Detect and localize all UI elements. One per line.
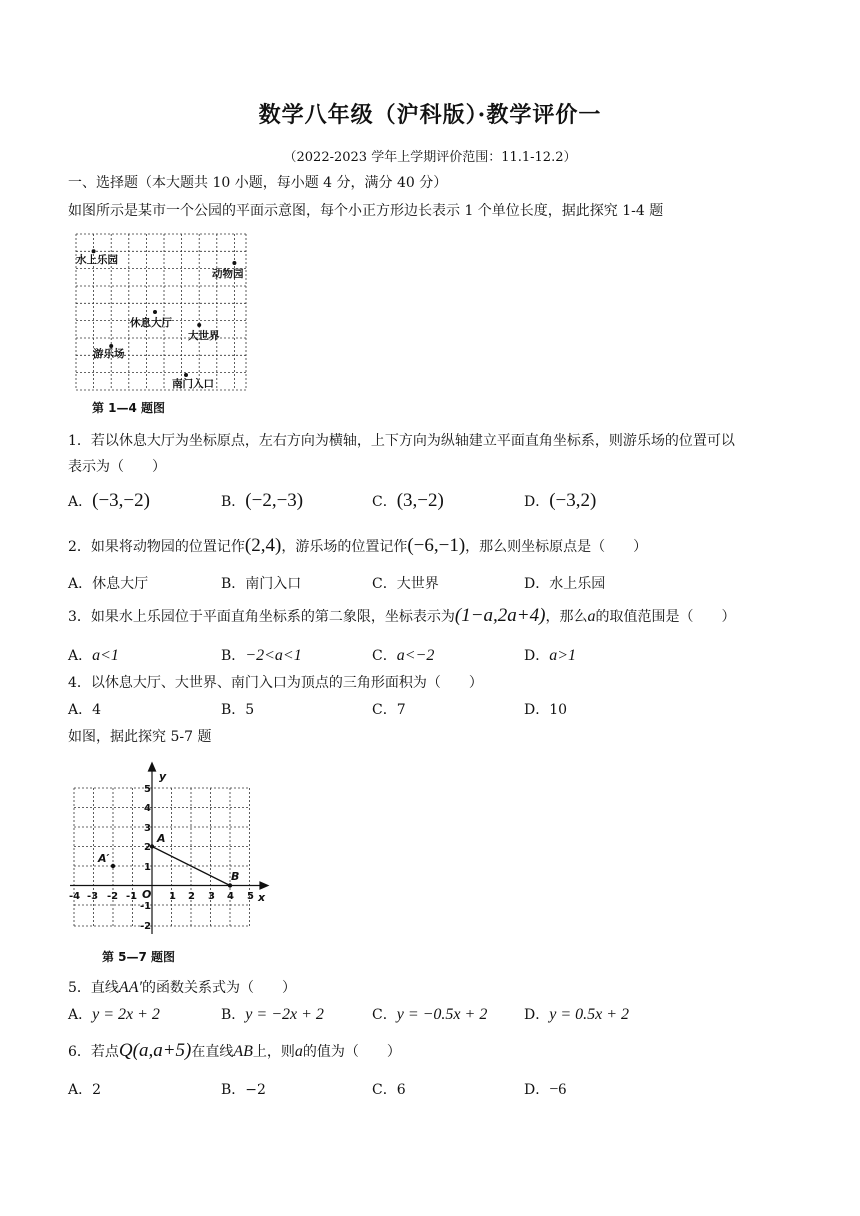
lobby-dot: [153, 310, 157, 314]
x-axis-label: x: [258, 891, 266, 904]
q2-option-c[interactable]: C．大世界: [372, 576, 439, 592]
y-tick: 1: [144, 862, 151, 873]
q6-stem: [68, 1040, 401, 1062]
q1-d-label: D．: [524, 494, 550, 510]
y-tick: -2: [140, 921, 152, 932]
q6-stem-a: 6．若点: [68, 1044, 119, 1060]
q5-stem-a: 5．直线: [68, 980, 119, 996]
q2-stem: [68, 535, 647, 557]
q2-stem-c: ，那么则坐标原点是（ ）: [465, 539, 648, 555]
q6-d-value: −6: [549, 1081, 567, 1098]
point-a-prime: [111, 864, 115, 868]
q2-option-d[interactable]: D．水上乐园: [524, 576, 606, 592]
q1-a-value: (−3,−2): [92, 490, 150, 511]
q6-math-a: Q(a,a+5): [118, 1040, 192, 1061]
q2-option-b[interactable]: B．南门入口: [221, 576, 302, 592]
coordinate-grid: [68, 758, 280, 958]
q1-option-b[interactable]: [221, 490, 303, 512]
figure2-caption: 第 5—7 题图: [102, 950, 176, 964]
point-a-prime-label: A′: [98, 852, 110, 865]
point-b-label: B: [231, 870, 240, 883]
label-water-park: 水上乐园: [76, 254, 118, 266]
intro-1-4: 如图所示是某市一个公园的平面示意图，每个小正方形边长表示 1 个单位长度，据此探究 1-4 题: [68, 203, 664, 219]
q5-math: AA′: [118, 979, 142, 996]
q3-option-b[interactable]: [221, 645, 302, 665]
origin-label: O: [142, 888, 152, 901]
y-axis-label: y: [159, 770, 167, 783]
q1-stem-line2: 表示为（ ）: [68, 459, 166, 475]
q2-math-a: (2,4): [244, 535, 282, 556]
q3-math-a: (1−a,2a+4): [454, 605, 546, 626]
x-tick: -1: [126, 891, 138, 902]
zoo-dot: [232, 261, 236, 265]
q3-option-a[interactable]: [68, 645, 119, 665]
q3-stem: [68, 605, 735, 627]
label-south-gate: 南门入口: [172, 378, 214, 390]
q3-b-label: B．: [221, 648, 246, 664]
label-playground: 游乐场: [93, 348, 125, 360]
label-big-world: 大世界: [188, 330, 220, 342]
q3-b-value: −2<a<1: [245, 647, 302, 664]
q5-b-label: B．: [221, 1007, 246, 1023]
q3-a-value: a<1: [92, 647, 119, 664]
x-axis-arrow: [260, 882, 268, 889]
q1-a-label: A．: [68, 494, 93, 510]
q6-option-b[interactable]: B．−2: [221, 1082, 266, 1098]
point-a-label: A: [157, 832, 166, 845]
figure1-caption: 第 1—4 题图: [92, 401, 166, 415]
q1-b-value: (−2,−3): [245, 490, 304, 511]
point-b: [228, 883, 232, 887]
q3-option-c[interactable]: [372, 645, 434, 665]
x-tick: -4: [69, 891, 81, 902]
q3-d-value: a>1: [549, 647, 577, 664]
q3-option-d[interactable]: [524, 645, 576, 665]
q3-d-label: D．: [524, 648, 550, 664]
q1-c-value: (3,−2): [396, 490, 444, 511]
intro-5-7: 如图，据此探究 5-7 题: [68, 729, 212, 745]
coordinate-figure: [68, 758, 280, 962]
q5-stem: [68, 977, 296, 997]
q5-a-value: y = 2x + 2: [92, 1006, 160, 1023]
x-tick: -3: [87, 891, 99, 902]
q1-d-value: (−3,2): [549, 490, 597, 511]
q1-stem-line1: 1．若以休息大厅为坐标原点，左右方向为横轴，上下方向为纵轴建立平面直角坐标系，则游乐场的位置可以: [68, 433, 735, 449]
q5-a-label: A．: [68, 1007, 93, 1023]
x-tick: 1: [169, 891, 176, 902]
x-tick: -2: [107, 891, 119, 902]
q6-option-a[interactable]: A．2: [68, 1082, 102, 1098]
q2-math-b: (−6,−1): [407, 535, 466, 556]
q5-option-c[interactable]: [372, 1004, 487, 1024]
q6-option-d[interactable]: [524, 1079, 566, 1099]
q6-math-b: AB: [233, 1043, 253, 1060]
q1-b-label: B．: [221, 494, 246, 510]
q3-var: a: [587, 608, 596, 625]
q5-d-label: D．: [524, 1007, 550, 1023]
q5-c-label: C．: [372, 1007, 397, 1023]
q4-option-d[interactable]: D．10: [524, 702, 568, 718]
q6-stem-d: 的值为（ ）: [302, 1044, 401, 1060]
q4-option-a[interactable]: A．4: [68, 702, 102, 718]
label-zoo: 动物园: [212, 268, 244, 280]
y-tick: -1: [140, 901, 152, 912]
q3-stem-a: 3．如果水上乐园位于平面直角坐标系的第二象限，坐标表示为: [68, 609, 455, 625]
q6-stem-c: 上，则: [252, 1044, 295, 1060]
q3-stem-c: 的取值范围是（ ）: [595, 609, 736, 625]
page-title: 数学八年级（沪科版）·教学评价一: [258, 102, 602, 128]
q5-c-value: y = −0.5x + 2: [396, 1006, 488, 1023]
page-subtitle: （2022-2023 学年上学期评价范围：11.1-12.2）: [283, 150, 577, 165]
big-world-dot: [197, 323, 201, 327]
y-tick: 4: [144, 803, 151, 814]
q1-c-label: C．: [372, 494, 397, 510]
x-tick: 4: [227, 891, 234, 902]
q6-d-label: D．: [524, 1082, 550, 1098]
q5-option-a[interactable]: [68, 1004, 160, 1024]
y-tick: 5: [144, 784, 151, 795]
section-heading: 一、选择题（本大题共 10 小题，每小题 4 分，满分 40 分）: [68, 175, 448, 191]
park-map-figure: [68, 228, 250, 422]
q1-option-d[interactable]: [524, 490, 596, 512]
y-tick: 3: [144, 823, 151, 834]
q5-stem-b: 的函数关系式为（ ）: [141, 980, 296, 996]
label-lobby: 休息大厅: [130, 317, 172, 329]
x-tick: 3: [208, 891, 215, 902]
x-tick: 5: [247, 891, 254, 902]
x-tick: 2: [188, 891, 195, 902]
q2-stem-b: ，游乐场的位置记作: [281, 539, 408, 555]
q5-b-value: y = −2x + 2: [245, 1006, 324, 1023]
q6-stem-b: 在直线: [191, 1044, 234, 1060]
q3-c-label: C．: [372, 648, 397, 664]
y-tick: 2: [144, 842, 151, 853]
q3-a-label: A．: [68, 648, 93, 664]
q4-stem: 4．以休息大厅、大世界、南门入口为顶点的三角形面积为（ ）: [68, 675, 483, 691]
q4-option-b[interactable]: B．5: [221, 702, 255, 718]
y-axis-arrow: [149, 763, 156, 771]
q3-stem-b: ，那么: [545, 609, 588, 625]
q6-var: a: [294, 1043, 303, 1060]
q6-option-c[interactable]: C．6: [372, 1082, 406, 1098]
q2-option-a[interactable]: A．休息大厅: [68, 576, 149, 592]
q5-d-value: y = 0.5x + 2: [549, 1006, 630, 1023]
q1-option-c[interactable]: [372, 490, 444, 512]
q1-option-a[interactable]: [68, 490, 150, 512]
q4-option-c[interactable]: C．7: [372, 702, 406, 718]
q2-stem-a: 2．如果将动物园的位置记作: [68, 539, 245, 555]
q3-c-value: a<−2: [396, 647, 435, 664]
q5-option-b[interactable]: [221, 1004, 324, 1024]
q5-option-d[interactable]: [524, 1004, 629, 1024]
